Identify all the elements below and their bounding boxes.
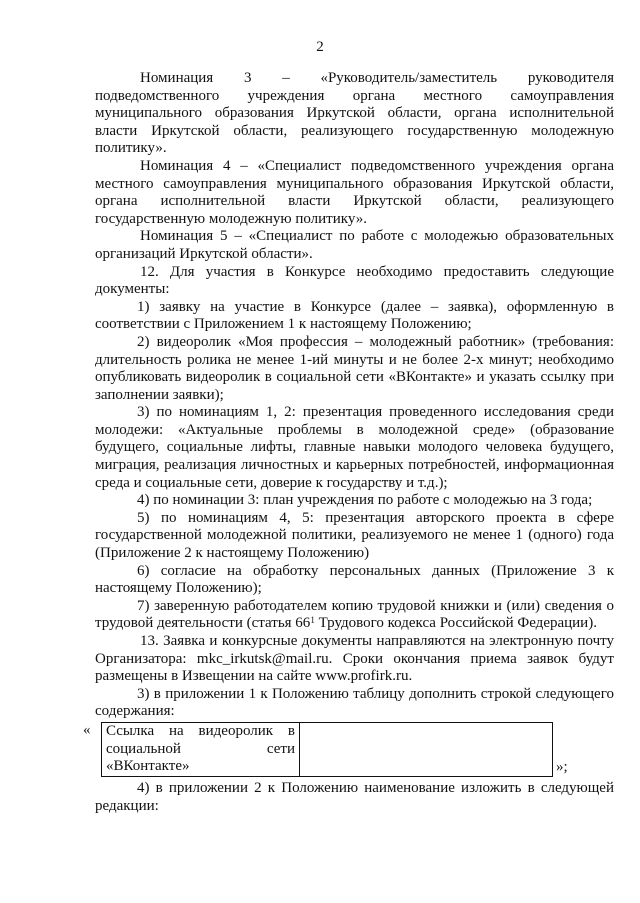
clause-13-paragraph: 13. Заявка и конкурсные документы направляются на электронную почту Организатора: mkc_irkutsk@mail.ru. Сроки окончания приема заявок будут размещены в Извещении на сайте www.profirk.ru. [95, 633, 614, 685]
list-item-3: 3) по номинациям 1, 2: презентация проведенного исследования среди молодежи: «Актуальные проблемы в молодежной среде» (образование будущего, социальные лифты, главные навыки молодого человека будущего, миграция, реализация личностных и карьерных потребностей, информационная среда и социальные сети, доверие к государству и т.д.); [95, 404, 614, 491]
inserted-table-block [83, 721, 614, 778]
clause-12-paragraph: 12. Для участия в Конкурсе необходимо предоставить следующие документы: [95, 263, 614, 298]
table-cell-label: Ссылка на видеоролик в социальной сети «ВКонтакте» [102, 722, 300, 776]
list-item-7-text-a: 7) заверенную работодателем копию трудовой книжки и (или) сведения о трудовой деятельности (статья 66 [95, 597, 614, 632]
page-number: 2 [316, 39, 324, 55]
inserted-table [101, 722, 553, 777]
list-item-7 [95, 598, 614, 633]
list-item-2: 2) видеоролик «Моя профессия – молодежный работник» (требования: длительность ролика не менее 1-ий минуты и не более 2-х минут; необходимо опубликовать видеоролик в социальной сети «ВКонтакте» и указать ссылку при заполнении заявки); [95, 333, 614, 403]
list-item-7-text-b: Трудового кодекса Российской Федерации). [314, 615, 597, 632]
list-item-5: 5) по номинациям 4, 5: презентация авторского проекта в сфере государственной молодежной политики, реализуемого не менее 1 (одного) года (Приложение 2 к настоящему Положению) [95, 509, 614, 562]
amendment-3-paragraph: 3) в приложении 1 к Положению таблицу дополнить строкой следующего содержания: [95, 685, 614, 720]
nomination-5-paragraph: Номинация 5 – «Специалист по работе с молодежью образовательных организаций Иркутской области». [95, 228, 614, 262]
close-quote: »; [556, 758, 568, 775]
nomination-3-paragraph: Номинация 3 – «Руководитель/заместитель руководителя подведомственного учреждения органа местного самоуправления муниципального образования Иркутской области, органа исполнительной власти Иркутской области, реализующего государственную молодежную политику». [95, 70, 614, 157]
nomination-4-paragraph: Номинация 4 – «Специалист подведомственного учреждения органа местного самоуправления муниципального образования Иркутской области, органа исполнительной власти Иркутской области, реализующего государственную молодежную политику». [95, 157, 614, 227]
list-item-6: 6) согласие на обработку персональных данных (Приложение 3 к настоящему Положению); [95, 562, 614, 597]
table-cell-value [300, 722, 553, 776]
document-body [83, 70, 614, 815]
superscript: 1 [310, 615, 315, 626]
amendment-4-paragraph: 4) в приложении 2 к Положению наименование изложить в следующей редакции: [95, 779, 614, 814]
list-item-4: 4) по номинации 3: план учреждения по работе с молодежью на 3 года; [137, 492, 593, 509]
list-item-1: 1) заявку на участие в Конкурсе (далее – заявка), оформленную в соответствии с Приложением 1 к настоящему Положению; [95, 298, 614, 333]
table-row [102, 722, 553, 776]
open-quote: « [83, 721, 91, 738]
